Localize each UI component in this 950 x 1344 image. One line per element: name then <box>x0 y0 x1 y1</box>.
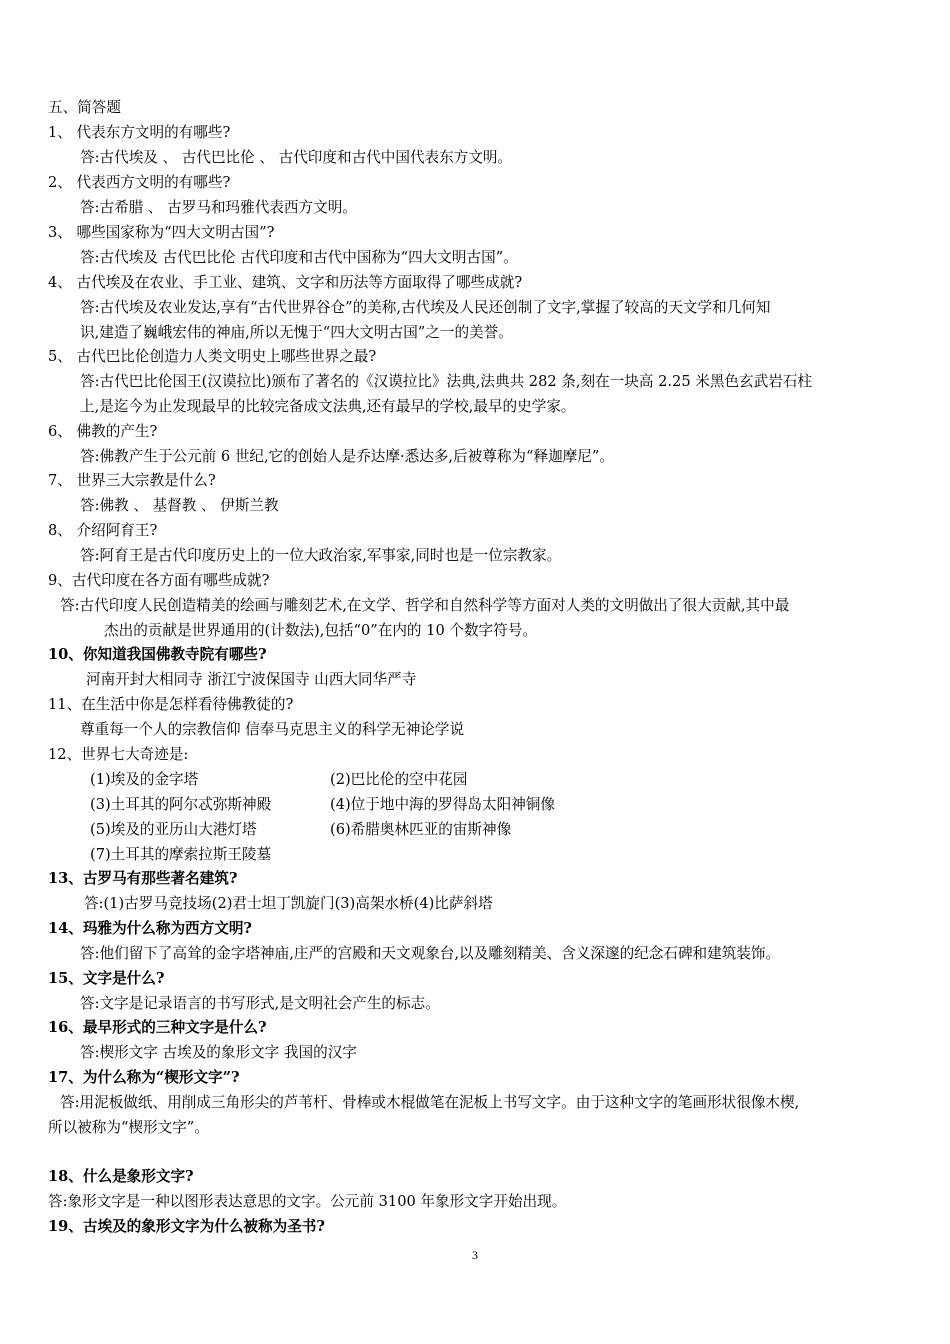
answer-8: 答:阿育王是古代印度历史上的一位大政治家,军事家,同时也是一位宗教家。 <box>80 547 562 564</box>
wonder-3: (3)土耳其的阿尔忒弥斯神殿 <box>90 796 272 813</box>
wonder-1: (1)埃及的金字塔 <box>90 771 199 788</box>
question-8: 8、 介绍阿育王? <box>48 522 158 539</box>
wonder-7: (7)土耳其的摩索拉斯王陵墓 <box>90 846 272 863</box>
question-5: 5、 古代巴比伦创造力人类文明史上哪些世界之最? <box>48 348 377 365</box>
wonder-2: (2)巴比伦的空中花园 <box>330 771 468 788</box>
question-6: 6、 佛教的产生? <box>48 423 158 440</box>
question-16: 16、最早形式的三种文字是什么? <box>48 1019 267 1036</box>
question-1: 1、 代表东方文明的有哪些? <box>48 124 231 141</box>
question-15: 15、文字是什么? <box>48 970 165 987</box>
question-4: 4、 古代埃及在农业、手工业、建筑、文字和历法等方面取得了哪些成就? <box>48 274 523 291</box>
question-3: 3、 哪些国家称为“四大文明古国”? <box>48 224 275 241</box>
answer-6: 答:佛教产生于公元前 6 世纪,它的创始人是乔达摩·悉达多,后被尊称为“释迦摩尼”。 <box>80 448 614 465</box>
answer-18: 答:象形文字是一种以图形表达意思的文字。公元前 3100 年象形文字开始出现。 <box>48 1193 567 1210</box>
question-19: 19、古埃及的象形文字为什么被称为圣书? <box>48 1218 325 1235</box>
question-14: 14、玛雅为什么称为西方文明? <box>48 920 252 937</box>
wonder-6: (6)希腊奥林匹亚的宙斯神像 <box>330 821 512 838</box>
answer-13: 答:(1)古罗马竞技场(2)君士坦丁凯旋门(3)高架水桥(4)比萨斜塔 <box>84 895 493 912</box>
section-title: 五、简答题 <box>48 99 121 116</box>
answer-4-line-1: 答:古代埃及农业发达,享有“古代世界谷仓”的美称,古代埃及人民还创制了文字,掌握了较高的天文学和几何知 <box>80 299 771 316</box>
answer-10: 河南开封大相同寺 浙江宁波保国寺 山西大同华严寺 <box>86 671 417 688</box>
question-18: 18、什么是象形文字? <box>48 1168 194 1185</box>
wonder-4: (4)位于地中海的罗得岛太阳神铜像 <box>330 796 555 813</box>
page-number: 3 <box>472 1248 478 1262</box>
answer-5-line-1: 答:古代巴比伦国王(汉谟拉比)颁布了著名的《汉谟拉比》法典,法典共 282 条,刻在一块高 2.25 米黑色玄武岩石柱 <box>80 373 813 390</box>
answer-17-line-1: 答:用泥板做纸、用削成三角形尖的芦苇杆、骨棒或木棍做笔在泥板上书写文字。由于这种文字的笔画形状很像木楔, <box>60 1094 800 1111</box>
answer-11: 尊重每一个人的宗教信仰 信奉马克思主义的科学无神论学说 <box>80 721 465 738</box>
question-2: 2、 代表西方文明的有哪些? <box>48 174 231 191</box>
answer-5-line-2: 上,是迄今为止发现最早的比较完备成文法典,还有最早的学校,最早的史学家。 <box>80 398 576 415</box>
question-11: 11、在生活中你是怎样看待佛教徒的? <box>48 696 294 713</box>
wonder-5: (5)埃及的亚历山大港灯塔 <box>90 821 257 838</box>
answer-16: 答:楔形文字 古埃及的象形文字 我国的汉字 <box>80 1044 357 1061</box>
answer-17-line-2: 所以被称为“楔形文字”。 <box>48 1119 209 1136</box>
answer-15: 答:文字是记录语言的书写形式,是文明社会产生的标志。 <box>80 995 440 1012</box>
question-17: 17、为什么称为“楔形文字”? <box>48 1069 240 1086</box>
answer-9-line-2: 杰出的贡献是世界通用的(计数法),包括“0”在内的 10 个数字符号。 <box>104 622 537 639</box>
answer-4-line-2: 识,建造了巍峨宏伟的神庙,所以无愧于“四大文明古国”之一的美誉。 <box>80 324 513 341</box>
answer-2: 答:古希腊 、 古罗马和玛雅代表西方文明。 <box>80 199 357 216</box>
answer-3: 答:古代埃及 古代巴比伦 古代印度和古代中国称为“四大文明古国”。 <box>80 249 518 266</box>
question-12: 12、世界七大奇迹是: <box>48 746 189 763</box>
question-7: 7、 世界三大宗教是什么? <box>48 472 216 489</box>
answer-14: 答:他们留下了高耸的金字塔神庙,庄严的宫殿和天文观象台,以及雕刻精美、含义深邃的纪念石碑和建筑装饰。 <box>80 945 781 962</box>
question-13: 13、古罗马有那些著名建筑? <box>48 870 238 887</box>
answer-9-line-1: 答:古代印度人民创造精美的绘画与雕刻艺术,在文学、哲学和自然科学等方面对人类的文明做出了很大贡献,其中最 <box>60 597 790 614</box>
question-10: 10、你知道我国佛教寺院有哪些? <box>48 646 267 663</box>
answer-1: 答:古代埃及 、 古代巴比伦 、 古代印度和古代中国代表东方文明。 <box>80 149 513 166</box>
question-9: 9、古代印度在各方面有哪些成就? <box>48 572 270 589</box>
answer-7: 答:佛教 、 基督教 、 伊斯兰教 <box>80 497 279 514</box>
